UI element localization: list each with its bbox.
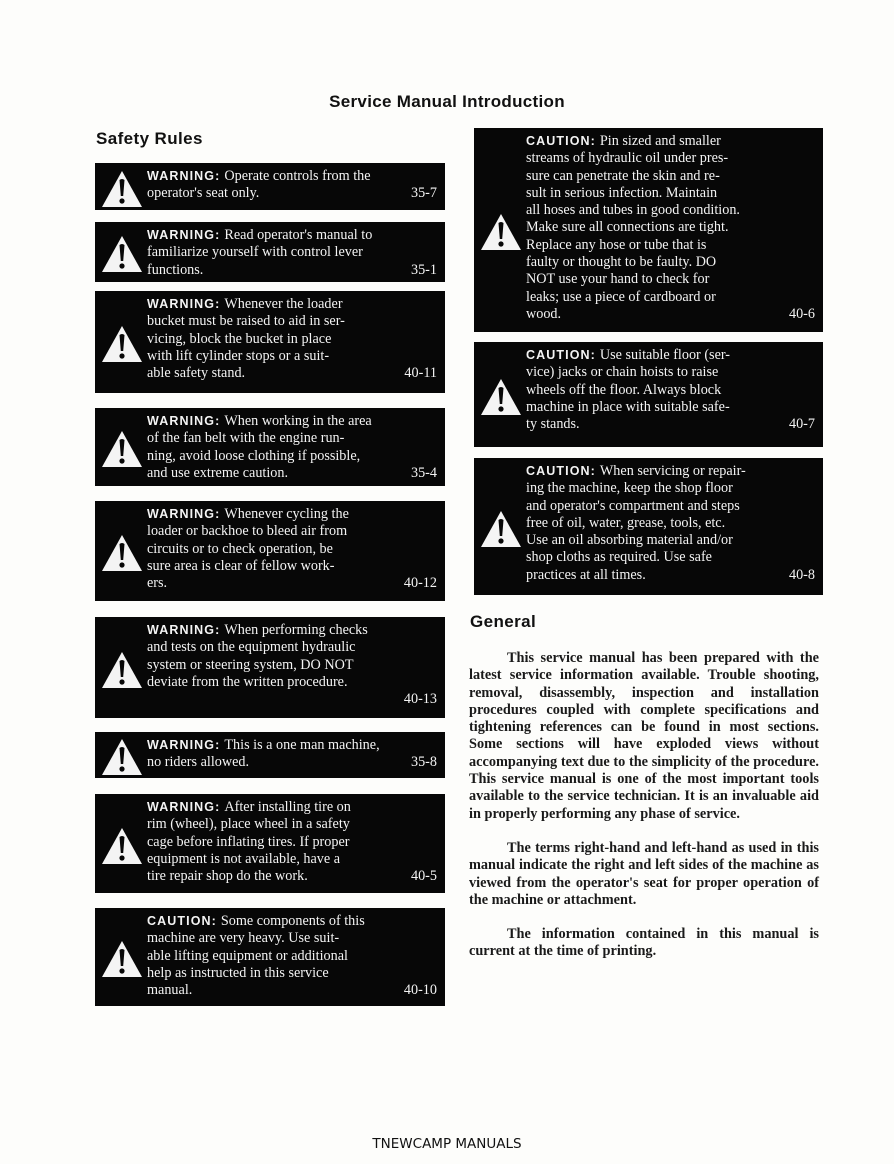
- notice-text-line: vicing, block the bucket in place: [147, 330, 332, 347]
- notice-text-line: of the fan belt with the engine run-: [147, 430, 345, 447]
- warning-triangle-icon: [101, 235, 143, 273]
- safety-notice-box: [95, 501, 445, 601]
- notice-text-line: and operator's compartment and steps: [526, 497, 740, 514]
- general-paragraph: The information contained in this manual is current at the time of printing.: [469, 926, 819, 960]
- notice-text-line: Whenever the loader: [224, 296, 343, 312]
- notice-reference-code: 40-10: [403, 982, 437, 999]
- notice-text-line: all hoses and tubes in good condition.: [526, 202, 740, 219]
- notice-text-line: When performing checks: [224, 622, 368, 638]
- warning-triangle-icon: [101, 534, 143, 572]
- notice-text-line: cage before inflating tires. If proper: [147, 833, 350, 850]
- notice-label: CAUTION:: [526, 134, 596, 148]
- general-paragraph: This service manual has been prepared with the latest service information available. Trouble shooting, removal, disassembly, inspection and installation procedures coupled with complete specifications and tightening references can be found in most sections. Some sections will have exploded views without accompanying text due to the simplicity of the procedure. This service manual is one of the most important tools available to the service technician. It is an invaluable aid in properly performing any phase of service.: [469, 650, 819, 822]
- notice-text-line: help as instructed in this service: [147, 964, 329, 981]
- safety-notice-box: [95, 222, 445, 282]
- safety-notice-box: [474, 128, 823, 332]
- notice-text-line: ty stands.: [526, 416, 580, 433]
- notice-text-line: wood.: [526, 305, 562, 322]
- safety-notice-box: [95, 732, 445, 778]
- notice-text-line: machine are very heavy. Use suit-: [147, 930, 340, 947]
- notice-text-line: Make sure all connections are tight.: [526, 219, 729, 236]
- safety-notice-box: [95, 908, 445, 1006]
- notice-text-line: and tests on the equipment hydraulic: [147, 639, 356, 656]
- notice-text-line: vice) jacks or chain hoists to raise: [526, 364, 719, 381]
- safety-notice-box: [95, 163, 445, 210]
- notice-text-line: operator's seat only.: [147, 185, 260, 202]
- notice-text-line: system or steering system, DO NOT: [147, 656, 354, 673]
- warning-triangle-icon: [101, 651, 143, 689]
- notice-text-line: ning, avoid loose clothing if possible,: [147, 447, 361, 464]
- warning-triangle-icon: [101, 430, 143, 468]
- notice-text-line: streams of hydraulic oil under pres-: [526, 150, 729, 167]
- warning-triangle-icon: [480, 510, 522, 548]
- notice-text-line: Operate controls from the: [224, 168, 371, 184]
- page-title: Service Manual Introduction: [329, 92, 565, 111]
- notice-text-line: NOT use your hand to check for: [526, 271, 710, 288]
- notice-label: WARNING:: [147, 507, 221, 521]
- notice-label: WARNING:: [147, 623, 221, 637]
- notice-text-line: machine in place with suitable safe-: [526, 398, 730, 415]
- notice-text-line: Replace any hose or tube that is: [526, 236, 707, 253]
- notice-reference-code: 35-1: [410, 261, 437, 278]
- notice-text-line: rim (wheel), place wheel in a safety: [147, 816, 350, 833]
- notice-text-line: functions.: [147, 261, 204, 278]
- notice-reference-code: 35-7: [410, 185, 437, 202]
- notice-text-line: free of oil, water, grease, tools, etc.: [526, 514, 726, 531]
- notice-text-line: familiarize yourself with control lever: [147, 244, 363, 261]
- notice-text-line: ing the machine, keep the shop floor: [526, 480, 733, 497]
- warning-triangle-icon: [480, 378, 522, 416]
- safety-rules-heading: Safety Rules: [96, 129, 203, 148]
- notice-label: WARNING:: [147, 800, 221, 814]
- notice-text-line: sure can penetrate the skin and re-: [526, 167, 720, 184]
- footer-text: TNEWCAMP MANUALS: [372, 1136, 522, 1152]
- notice-text-line: deviate from the written procedure.: [147, 673, 348, 690]
- notice-text-line: able lifting equipment or additional: [147, 947, 348, 964]
- notice-reference-code: 35-4: [410, 464, 437, 481]
- notice-text-line: Pin sized and smaller: [599, 133, 721, 149]
- general-section: [469, 650, 819, 961]
- notice-label: WARNING:: [147, 297, 221, 311]
- notice-reference-code: 40-8: [788, 566, 815, 583]
- safety-notice-box: [474, 458, 823, 595]
- notice-text-line: no riders allowed.: [147, 754, 250, 771]
- notice-text-line: able safety stand.: [147, 365, 246, 382]
- notice-text-line: wheels off the floor. Always block: [526, 381, 722, 398]
- notice-text-line: shop cloths as required. Use safe: [526, 549, 712, 566]
- notice-text-line: When working in the area: [224, 413, 372, 429]
- notice-text-line: leaks; use a piece of cardboard or: [526, 288, 716, 305]
- notice-text-line: Read operator's manual to: [224, 227, 373, 243]
- warning-triangle-icon: [101, 940, 143, 978]
- general-paragraph: The terms right-hand and left-hand as used in this manual indicate the right and left sides of the machine as viewed from the operator's seat for proper operation of the machine or attachment.: [469, 839, 819, 908]
- notice-text-line: Use suitable floor (ser-: [599, 347, 731, 363]
- safety-notice-box: [95, 291, 445, 393]
- notice-text-line: and use extreme caution.: [147, 464, 289, 481]
- notice-text-line: with lift cylinder stops or a suit-: [147, 347, 330, 364]
- warning-triangle-icon: [101, 170, 143, 208]
- notice-reference-code: 40-7: [788, 416, 815, 433]
- warning-triangle-icon: [101, 827, 143, 865]
- safety-notice-box: [474, 342, 823, 447]
- safety-notice-box: [95, 408, 445, 486]
- safety-notice-box: [95, 617, 445, 718]
- notice-label: CAUTION:: [526, 464, 596, 478]
- notice-reference-code: 40-13: [403, 691, 437, 708]
- notice-label: WARNING:: [147, 738, 221, 752]
- notice-text-line: sure area is clear of fellow work-: [147, 557, 335, 574]
- notice-text-line: equipment is not available, have a: [147, 850, 341, 867]
- notice-text-line: faulty or thought to be faulty. DO: [526, 254, 717, 271]
- notice-reference-code: 40-11: [404, 365, 437, 382]
- notice-reference-code: 40-12: [403, 575, 437, 592]
- warning-triangle-icon: [101, 738, 143, 776]
- notice-label: WARNING:: [147, 414, 221, 428]
- notice-label: CAUTION:: [526, 348, 596, 362]
- notice-text-line: Use an oil absorbing material and/or: [526, 532, 733, 549]
- notice-reference-code: 40-5: [410, 868, 437, 885]
- notice-text-line: circuits or to check operation, be: [147, 540, 333, 557]
- notice-text-line: This is a one man machine,: [224, 737, 380, 753]
- notice-text-line: bucket must be raised to aid in ser-: [147, 313, 345, 330]
- notice-text-line: sult in serious infection. Maintain: [526, 184, 718, 201]
- notice-text-line: Some components of this: [220, 913, 365, 929]
- warning-triangle-icon: [101, 325, 143, 363]
- notice-text-line: tire repair shop do the work.: [147, 868, 308, 885]
- notice-reference-code: 40-6: [788, 305, 815, 322]
- notice-text-line: When servicing or repair-: [599, 463, 746, 479]
- general-heading: General: [470, 612, 537, 631]
- notice-text-line: ers.: [147, 575, 168, 592]
- notice-label: WARNING:: [147, 169, 221, 183]
- notice-label: WARNING:: [147, 228, 221, 242]
- warning-triangle-icon: [480, 213, 522, 251]
- notice-text-line: Whenever cycling the: [224, 506, 349, 522]
- notice-reference-code: 35-8: [410, 754, 437, 771]
- safety-notice-box: [95, 794, 445, 893]
- notice-text-line: After installing tire on: [224, 799, 351, 815]
- notice-text-line: manual.: [147, 982, 193, 999]
- notice-text-line: loader or backhoe to bleed air from: [147, 523, 348, 540]
- notice-label: CAUTION:: [147, 914, 217, 928]
- notice-text-line: practices at all times.: [526, 566, 646, 583]
